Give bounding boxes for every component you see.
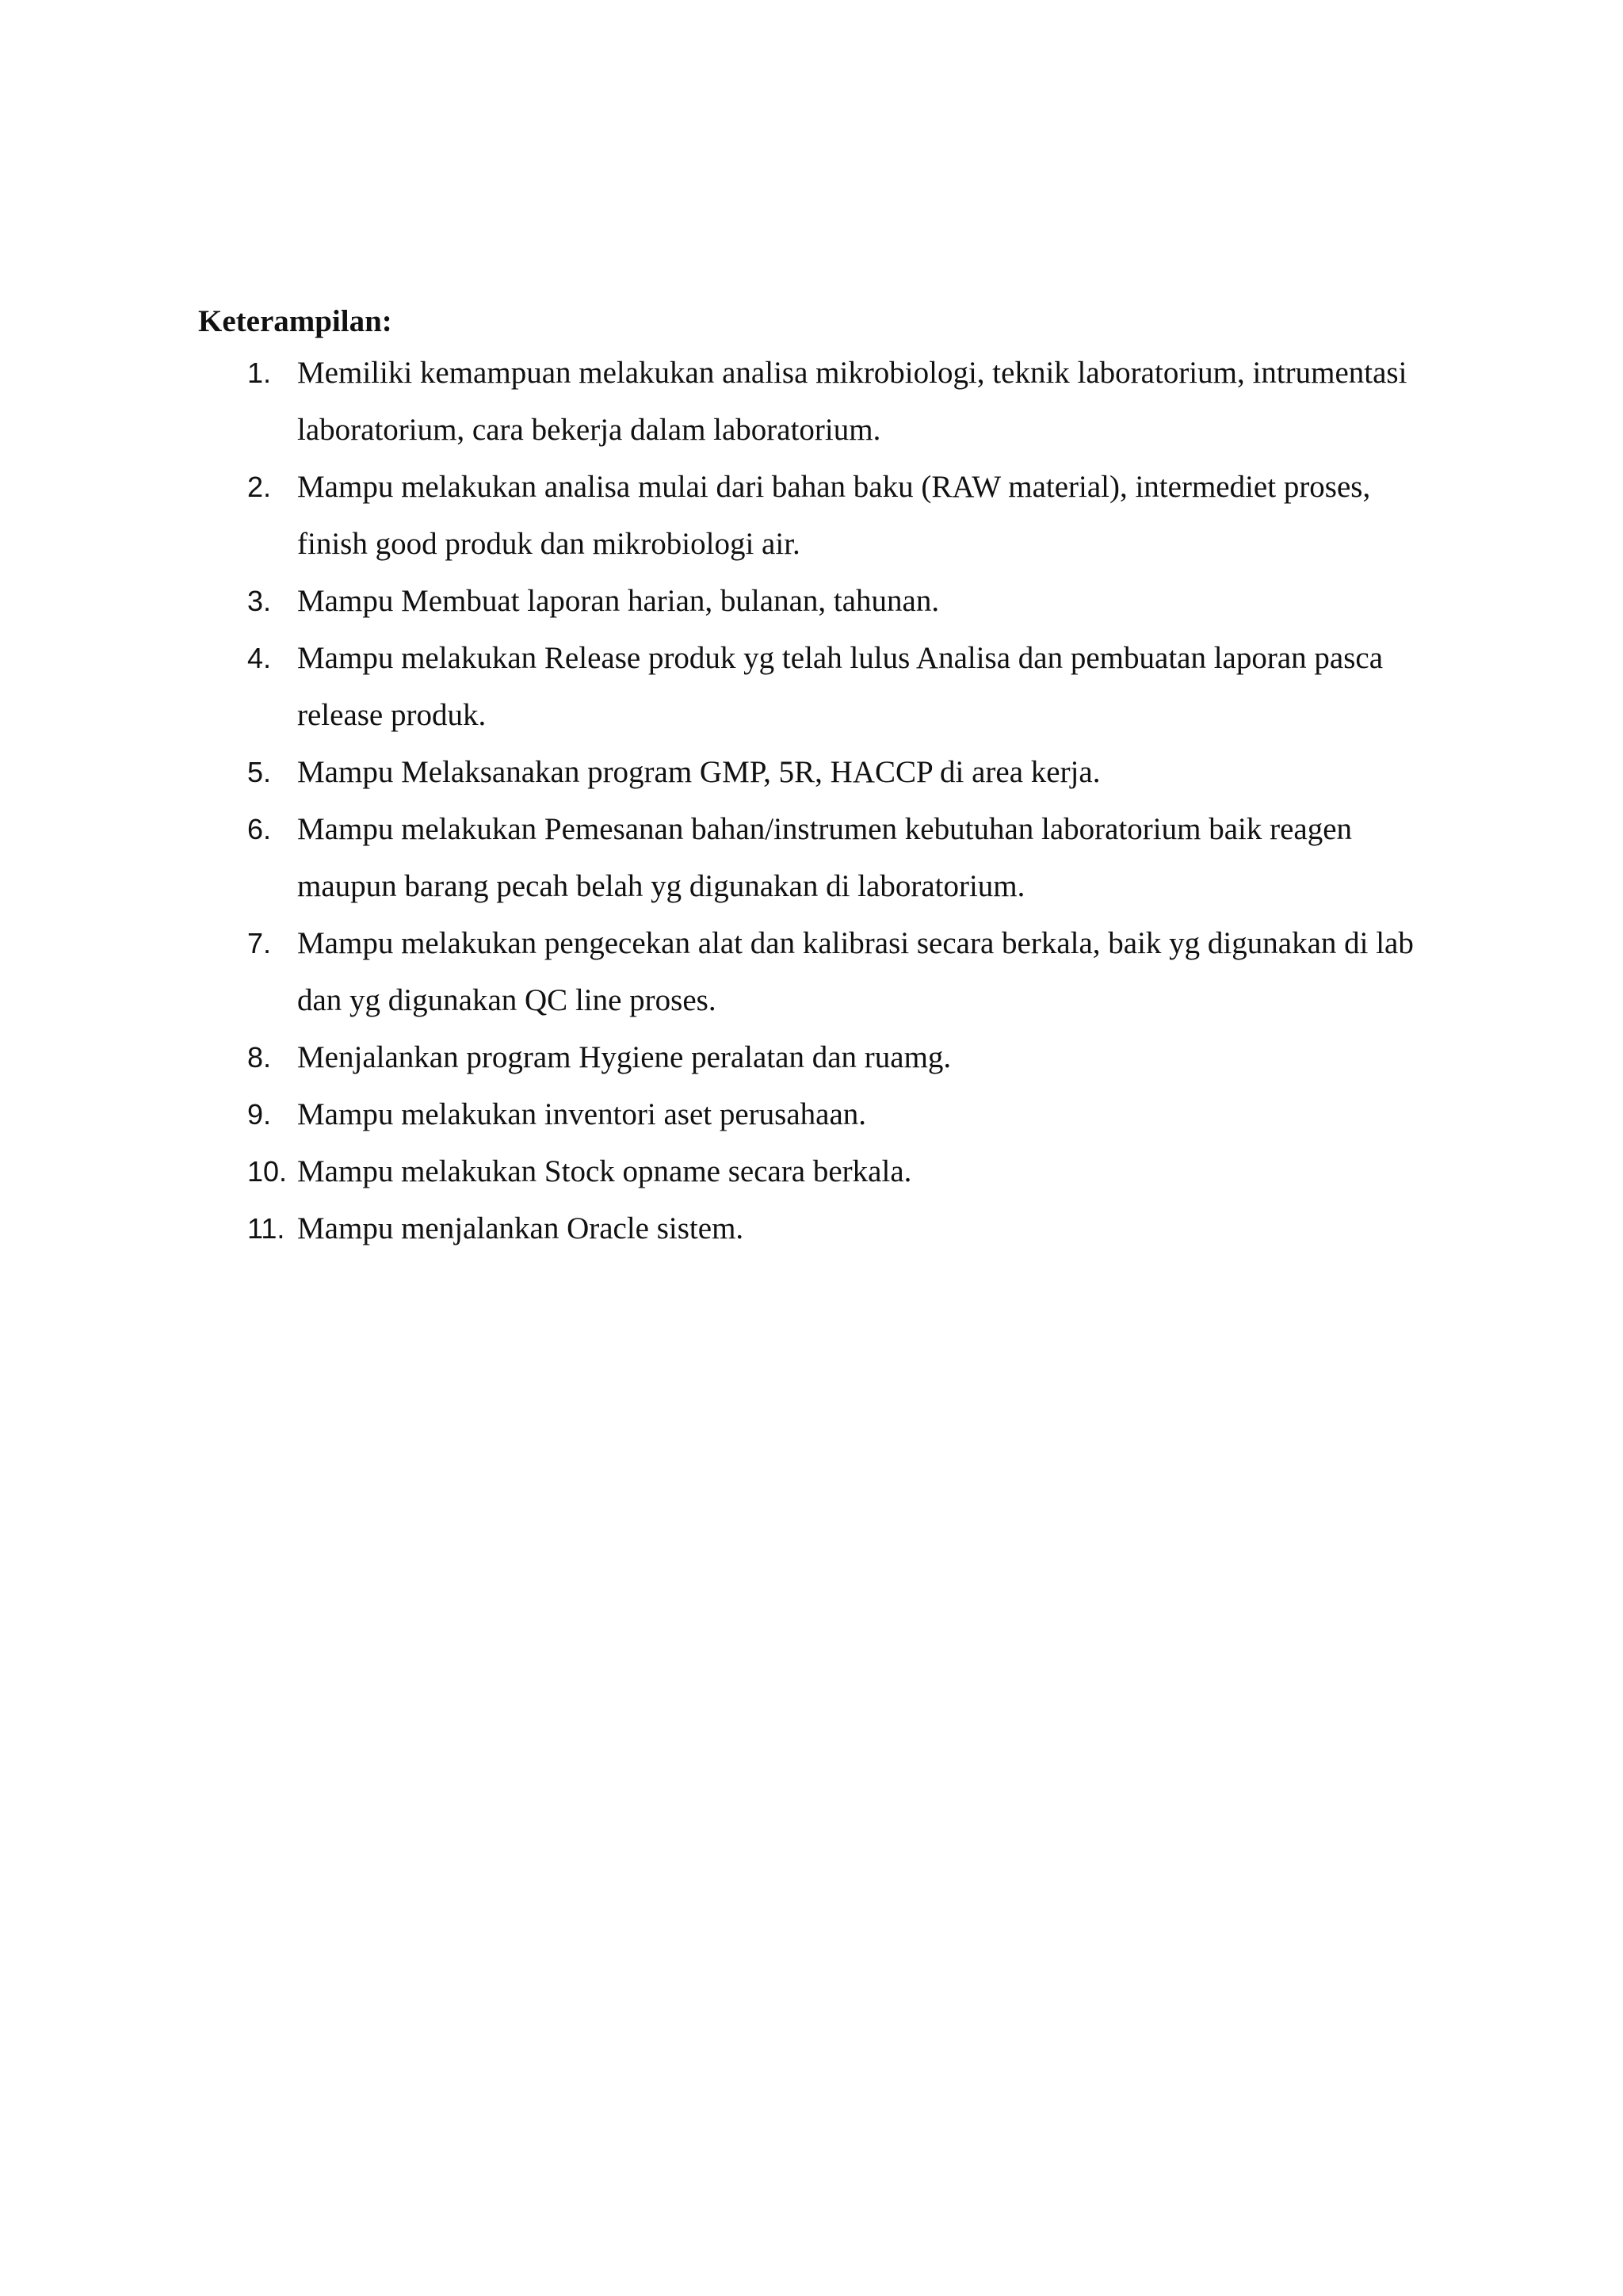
list-item	[198, 345, 1482, 459]
list-item-number: 8.	[247, 1041, 272, 1074]
list-item	[198, 1029, 1482, 1086]
list-item-text: Mampu melakukan inventori aset perusahaan.	[297, 1097, 867, 1131]
list-item	[198, 630, 1482, 744]
list-item-number: 3.	[247, 585, 272, 617]
skills-list	[198, 345, 1482, 1257]
list-item-text: Mampu melakukan Release produk yg telah lulus Analisa dan pembuatan laporan pasca release produk.	[297, 641, 1384, 732]
list-item-text: Mampu melakukan Stock opname secara berkala.	[297, 1154, 912, 1188]
document-content	[198, 299, 1482, 1257]
list-item-text: Mampu menjalankan Oracle sistem.	[297, 1211, 744, 1245]
list-item-text: Menjalankan program Hygiene peralatan dan ruamg.	[297, 1040, 952, 1074]
list-item-number: 5.	[247, 756, 272, 788]
list-item	[198, 459, 1482, 573]
list-item-number: 7.	[247, 927, 272, 959]
list-item-text: Mampu melakukan Pemesanan bahan/instrumen kebutuhan laboratorium baik reagen maupun barang pecah belah yg digunakan di laboratorium.	[297, 812, 1353, 903]
section-heading: Keterampilan:	[198, 304, 392, 338]
list-item-number: 2.	[247, 471, 272, 503]
list-item	[198, 1086, 1482, 1143]
list-item-number: 4.	[247, 642, 272, 674]
list-item	[198, 915, 1482, 1029]
list-item-number: 9.	[247, 1098, 272, 1131]
list-item-number: 1.	[247, 357, 272, 389]
list-item	[198, 744, 1482, 801]
list-item	[198, 1200, 1482, 1257]
list-item-number: 11.	[247, 1212, 285, 1245]
list-item-text: Mampu melakukan analisa mulai dari bahan baku (RAW material), intermediet proses, finish good produk dan mikrobiologi air.	[297, 470, 1371, 561]
list-item-number: 10.	[247, 1155, 288, 1188]
list-item-text: Memiliki kemampuan melakukan analisa mikrobiologi, teknik laboratorium, intrumentasi laboratorium, cara bekerja dalam laboratorium.	[297, 356, 1407, 447]
list-item-number: 6.	[247, 813, 272, 845]
list-item-text: Mampu Membuat laporan harian, bulanan, tahunan.	[297, 584, 940, 618]
list-item-text: Mampu Melaksanakan program GMP, 5R, HACCP di area kerja.	[297, 755, 1101, 789]
list-item	[198, 1143, 1482, 1200]
list-item-text: Mampu melakukan pengecekan alat dan kalibrasi secara berkala, baik yg digunakan di lab dan yg digunakan QC line proses.	[297, 926, 1414, 1017]
list-item	[198, 573, 1482, 630]
list-item	[198, 801, 1482, 915]
